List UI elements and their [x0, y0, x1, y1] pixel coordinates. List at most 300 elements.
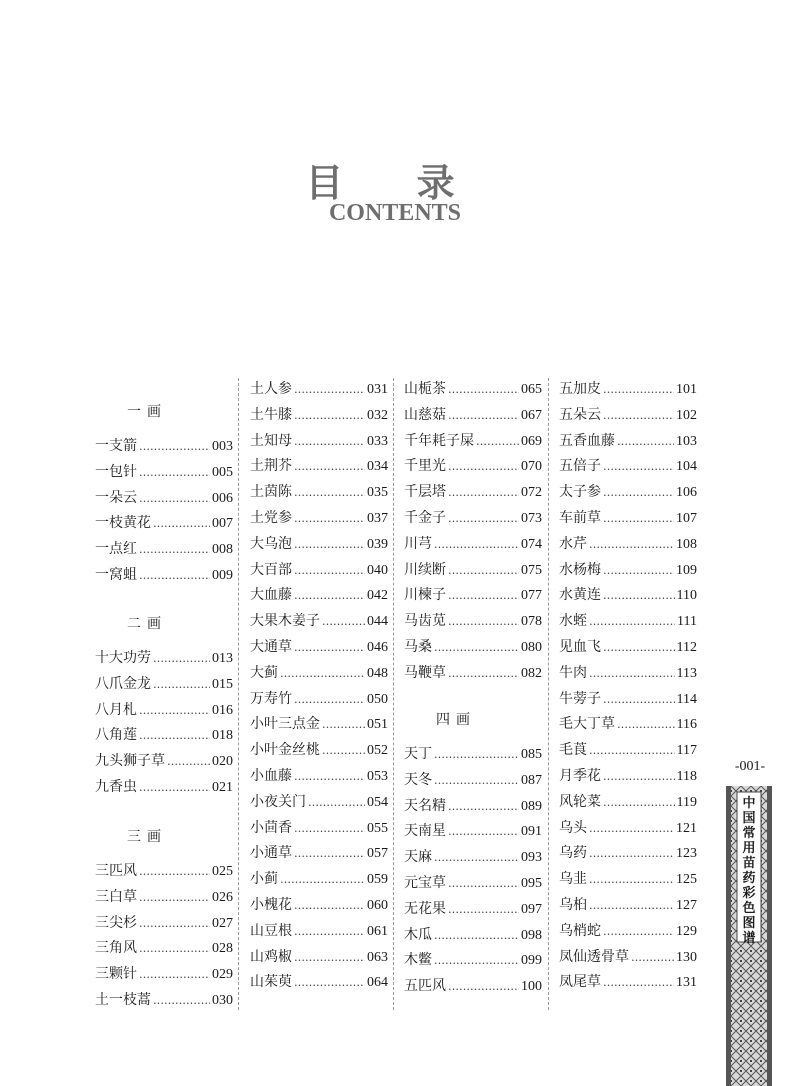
- toc-entry[interactable]: [404, 558, 542, 582]
- entry-page-number: 016: [212, 702, 233, 718]
- leader-dots: [603, 970, 674, 995]
- toc-entry[interactable]: [559, 429, 697, 453]
- leader-dots: [448, 506, 519, 531]
- entry-page-number: 112: [676, 640, 697, 655]
- toc-entry[interactable]: [404, 768, 542, 792]
- toc-entry[interactable]: [95, 775, 233, 799]
- entry-name: 元宝草: [404, 875, 446, 891]
- entry-page-number: 091: [521, 824, 542, 840]
- toc-entry[interactable]: [559, 790, 697, 814]
- entry-name: 一支箭: [95, 438, 137, 454]
- toc-entry[interactable]: [559, 403, 697, 427]
- entry-page-number: 055: [367, 820, 388, 836]
- entry-page-number: 009: [212, 568, 233, 583]
- entry-page-number: 073: [521, 511, 542, 526]
- entry-name: 天南星: [404, 823, 446, 840]
- toc-entry[interactable]: [250, 454, 388, 478]
- entry-name: 天丁: [404, 746, 432, 762]
- entry-page-number: 078: [521, 614, 542, 630]
- leader-dots: [139, 723, 210, 748]
- entry-name: 千里光: [404, 458, 446, 475]
- entry-page-number: 026: [212, 889, 233, 905]
- entry-name: 八爪金龙: [95, 675, 151, 692]
- toc-entry[interactable]: [250, 506, 388, 530]
- toc-entry[interactable]: [404, 923, 542, 947]
- entry-page-number: 082: [521, 665, 542, 681]
- leader-dots: [294, 945, 365, 970]
- toc-entry[interactable]: [95, 723, 233, 747]
- leader-dots: [153, 988, 210, 1013]
- toc-entry[interactable]: [95, 460, 233, 484]
- leader-dots: [448, 819, 519, 844]
- toc-entry[interactable]: [559, 609, 697, 633]
- toc-entry[interactable]: [404, 635, 542, 659]
- leader-dots: [322, 609, 365, 634]
- toc-entry[interactable]: [250, 970, 388, 994]
- entry-name: 五匹风: [404, 978, 446, 995]
- entry-name: 土知母: [250, 432, 292, 449]
- leader-dots: [603, 480, 674, 505]
- toc-entry[interactable]: [404, 871, 542, 895]
- entry-name: 八月札: [95, 701, 137, 718]
- entry-page-number: 111: [677, 614, 697, 630]
- toc-entry[interactable]: [250, 919, 388, 943]
- leader-dots: [322, 712, 365, 737]
- toc-entry[interactable]: [250, 687, 388, 711]
- entry-page-number: 085: [521, 747, 542, 762]
- leader-dots: [139, 698, 210, 723]
- entry-name: 凤尾草: [559, 974, 601, 991]
- toc-entry[interactable]: [95, 537, 233, 561]
- leader-dots: [617, 429, 674, 454]
- leader-dots: [139, 885, 210, 910]
- leader-dots: [294, 583, 365, 608]
- entry-name: 山豆根: [250, 922, 292, 939]
- entry-name: 万寿竹: [250, 690, 292, 707]
- entry-name: 木瓜: [404, 926, 432, 943]
- entry-page-number: 052: [367, 743, 388, 759]
- leader-dots: [308, 790, 365, 815]
- toc-entry[interactable]: [559, 454, 697, 478]
- entry-page-number: 044: [367, 614, 388, 630]
- leader-dots: [448, 897, 519, 922]
- leader-dots: [139, 486, 210, 511]
- entry-page-number: 034: [367, 459, 388, 475]
- toc-entry[interactable]: [559, 712, 697, 736]
- side-book-title: 中 国 常 用 苗 药 彩 色 图 谱: [742, 796, 756, 946]
- entry-page-number: 123: [676, 846, 697, 862]
- entry-page-number: 020: [212, 754, 233, 770]
- entry-name: 川芎: [404, 535, 432, 552]
- entry-name: 十大功劳: [95, 650, 151, 666]
- leader-dots: [139, 775, 210, 800]
- entry-name: 乌头: [559, 819, 587, 836]
- entry-page-number: 025: [212, 864, 233, 879]
- toc-entry[interactable]: [559, 687, 697, 711]
- entry-page-number: 021: [212, 780, 233, 795]
- entry-name: 水芹: [559, 535, 587, 552]
- leader-dots: [294, 687, 365, 712]
- entry-name: 水黄连: [559, 587, 601, 604]
- entry-name: 月季花: [559, 768, 601, 784]
- leader-dots: [139, 460, 210, 485]
- leader-dots: [434, 948, 519, 973]
- toc-entry[interactable]: [404, 819, 542, 843]
- toc-entry[interactable]: [250, 635, 388, 659]
- entry-page-number: 130: [676, 949, 697, 965]
- leader-dots: [294, 403, 365, 428]
- leader-dots: [139, 434, 210, 459]
- toc-entry[interactable]: [250, 661, 388, 685]
- toc-entry[interactable]: [404, 532, 542, 556]
- entry-page-number: 117: [676, 743, 697, 759]
- leader-dots: [294, 919, 365, 944]
- entry-name: 木鳖: [404, 952, 432, 969]
- toc-entry[interactable]: [559, 945, 697, 969]
- entry-name: 水杨梅: [559, 561, 601, 578]
- leader-dots: [294, 841, 365, 866]
- toc-entry[interactable]: [404, 742, 542, 766]
- entry-name: 一点红: [95, 541, 137, 558]
- entry-name: 五倍子: [559, 458, 601, 475]
- entry-page-number: 097: [521, 901, 542, 917]
- toc-entry[interactable]: [95, 563, 233, 587]
- leader-dots: [294, 764, 365, 789]
- leader-dots: [139, 537, 210, 562]
- leader-dots: [603, 454, 674, 479]
- entry-name: 天麻: [404, 849, 432, 866]
- page-number: -001-: [734, 759, 766, 774]
- toc-entry[interactable]: [559, 738, 697, 762]
- toc-entry[interactable]: [95, 885, 233, 909]
- entry-page-number: 035: [367, 485, 388, 501]
- entry-page-number: 106: [676, 485, 697, 501]
- leader-dots: [294, 635, 365, 660]
- toc-entry[interactable]: [95, 988, 233, 1012]
- entry-page-number: 118: [676, 769, 697, 784]
- entry-page-number: 033: [367, 433, 388, 449]
- entry-page-number: 107: [676, 511, 697, 526]
- leader-dots: [139, 859, 210, 884]
- entry-page-number: 089: [521, 798, 542, 814]
- entry-page-number: 072: [521, 485, 542, 501]
- leader-dots: [153, 672, 210, 697]
- toc-entry[interactable]: [95, 936, 233, 960]
- leader-dots: [294, 816, 365, 841]
- toc-entry[interactable]: [250, 403, 388, 427]
- toc-entry[interactable]: [250, 764, 388, 788]
- toc-entry[interactable]: [559, 558, 697, 582]
- toc-entry[interactable]: [250, 583, 388, 607]
- entry-page-number: 104: [676, 459, 697, 475]
- toc-entry[interactable]: [95, 859, 233, 883]
- leader-dots: [139, 563, 210, 588]
- entry-name: 天名精: [404, 797, 446, 814]
- toc-entry[interactable]: [404, 897, 542, 921]
- entry-name: 五香血藤: [559, 432, 615, 449]
- entry-name: 八角莲: [95, 727, 137, 744]
- entry-page-number: 131: [676, 975, 697, 991]
- stroke-count-heading: 三画: [127, 829, 167, 845]
- leader-dots: [589, 532, 674, 557]
- leader-dots: [603, 506, 674, 531]
- entry-page-number: 046: [367, 640, 388, 655]
- leader-dots: [448, 403, 519, 428]
- leader-dots: [589, 816, 674, 841]
- toc-entry[interactable]: [95, 698, 233, 722]
- toc-entry[interactable]: [404, 974, 542, 998]
- entry-page-number: 095: [521, 876, 542, 891]
- leader-dots: [603, 635, 675, 660]
- leader-dots: [448, 583, 519, 608]
- leader-dots: [280, 661, 365, 686]
- entry-page-number: 059: [367, 872, 388, 888]
- toc-entry[interactable]: [404, 948, 542, 972]
- toc-entry[interactable]: [559, 506, 697, 530]
- leader-dots: [448, 480, 519, 505]
- column-divider: [548, 378, 549, 1010]
- leader-dots: [167, 749, 210, 774]
- column-divider: [238, 378, 239, 1010]
- toc-entry[interactable]: [404, 429, 542, 453]
- leader-dots: [139, 962, 210, 987]
- stroke-count-heading: 四画: [436, 712, 476, 728]
- toc-entry[interactable]: [559, 583, 697, 607]
- leader-dots: [603, 687, 675, 712]
- entry-page-number: 054: [367, 794, 388, 810]
- entry-page-number: 087: [521, 772, 542, 788]
- leader-dots: [448, 661, 519, 686]
- toc-entry[interactable]: [559, 841, 697, 865]
- leader-dots: [448, 454, 519, 479]
- leader-dots: [153, 646, 210, 671]
- toc-entry[interactable]: [404, 845, 542, 869]
- entry-page-number: 113: [676, 665, 697, 681]
- entry-name: 马鞭草: [404, 664, 446, 681]
- toc-entry[interactable]: [250, 738, 388, 762]
- toc-entry[interactable]: [404, 480, 542, 504]
- entry-page-number: 108: [676, 536, 697, 552]
- entry-name: 小茴香: [250, 819, 292, 836]
- leader-dots: [434, 635, 519, 660]
- entry-name: 三颗针: [95, 966, 137, 983]
- entry-name: 三白草: [95, 888, 137, 905]
- entry-name: 土人参: [250, 381, 292, 397]
- toc-entry[interactable]: [250, 558, 388, 582]
- entry-page-number: 080: [521, 640, 542, 655]
- leader-dots: [434, 923, 519, 948]
- entry-page-number: 032: [367, 407, 388, 423]
- entry-page-number: 063: [367, 949, 388, 965]
- entry-name: 千年耗子屎: [404, 432, 474, 449]
- entry-name: 山栀茶: [404, 381, 446, 397]
- leader-dots: [603, 403, 674, 428]
- leader-dots: [294, 970, 365, 995]
- leader-dots: [322, 738, 365, 763]
- entry-page-number: 030: [212, 993, 233, 1008]
- entry-name: 九香虫: [95, 779, 137, 795]
- entry-page-number: 127: [676, 898, 697, 913]
- leader-dots: [589, 867, 674, 892]
- entry-name: 小血藤: [250, 768, 292, 784]
- toc-entry[interactable]: [559, 816, 697, 840]
- entry-page-number: 051: [367, 717, 388, 733]
- entry-name: 三尖杉: [95, 914, 137, 931]
- entry-name: 千层塔: [404, 484, 446, 501]
- entry-page-number: 064: [367, 975, 388, 991]
- entry-name: 一窝蛆: [95, 567, 137, 583]
- entry-page-number: 057: [367, 846, 388, 862]
- entry-page-number: 077: [521, 588, 542, 604]
- entry-name: 小叶金丝桃: [250, 742, 320, 759]
- toc-entry[interactable]: [250, 609, 388, 633]
- toc-entry[interactable]: [250, 893, 388, 917]
- entry-page-number: 008: [212, 542, 233, 558]
- entry-name: 乌梢蛇: [559, 922, 601, 939]
- toc-entry[interactable]: [95, 672, 233, 696]
- entry-name: 三匹风: [95, 863, 137, 879]
- leader-dots: [603, 790, 675, 815]
- entry-name: 山茱萸: [250, 974, 292, 991]
- entry-name: 土茵陈: [250, 484, 292, 501]
- entry-name: 毛莨: [559, 742, 587, 759]
- entry-page-number: 100: [521, 979, 542, 995]
- toc-entry[interactable]: [404, 794, 542, 818]
- leader-dots: [603, 919, 674, 944]
- entry-page-number: 060: [367, 898, 388, 913]
- entry-page-number: 053: [367, 769, 388, 784]
- leader-dots: [294, 893, 365, 918]
- leader-dots: [139, 911, 210, 936]
- entry-name: 毛大丁草: [559, 716, 615, 733]
- toc-entry[interactable]: [404, 454, 542, 478]
- entry-name: 山慈菇: [404, 406, 446, 423]
- leader-dots: [476, 429, 519, 454]
- entry-page-number: 013: [212, 651, 233, 666]
- toc-entry[interactable]: [250, 945, 388, 969]
- toc-entry[interactable]: [559, 893, 697, 917]
- entry-name: 九头狮子草: [95, 753, 165, 770]
- entry-name: 小蓟: [250, 871, 278, 888]
- toc-entry[interactable]: [559, 919, 697, 943]
- toc-entry[interactable]: [95, 911, 233, 935]
- leader-dots: [448, 871, 519, 896]
- entry-name: 土荆芥: [250, 458, 292, 475]
- entry-name: 小通草: [250, 845, 292, 862]
- entry-page-number: 093: [521, 850, 542, 866]
- entry-page-number: 061: [367, 923, 388, 939]
- toc-entry[interactable]: [95, 434, 233, 458]
- leader-dots: [589, 893, 674, 918]
- entry-page-number: 074: [521, 536, 542, 552]
- entry-page-number: 098: [521, 927, 542, 943]
- toc-entry[interactable]: [559, 867, 697, 891]
- entry-name: 大果木姜子: [250, 613, 320, 630]
- entry-name: 大蓟: [250, 664, 278, 681]
- entry-name: 小叶三点金: [250, 716, 320, 733]
- toc-entry[interactable]: [250, 790, 388, 814]
- entry-page-number: 119: [676, 794, 697, 810]
- entry-page-number: 069: [521, 433, 542, 449]
- entry-page-number: 037: [367, 511, 388, 526]
- entry-page-number: 114: [676, 691, 697, 707]
- entry-page-number: 003: [212, 439, 233, 454]
- leader-dots: [603, 377, 674, 402]
- toc-entry[interactable]: [404, 661, 542, 685]
- leader-dots: [294, 558, 365, 583]
- toc-entry[interactable]: [250, 532, 388, 556]
- toc-entry[interactable]: [559, 970, 697, 994]
- toc-entry[interactable]: [404, 583, 542, 607]
- toc-entry[interactable]: [95, 749, 233, 773]
- toc-entry[interactable]: [95, 962, 233, 986]
- leader-dots: [434, 845, 519, 870]
- entry-page-number: 102: [676, 407, 697, 423]
- leader-dots: [448, 794, 519, 819]
- toc-entry[interactable]: [559, 532, 697, 556]
- entry-page-number: 129: [676, 923, 697, 939]
- entry-name: 川楝子: [404, 587, 446, 604]
- page-subtitle: CONTENTS: [328, 200, 462, 226]
- leader-dots: [589, 841, 674, 866]
- toc-entry[interactable]: [250, 480, 388, 504]
- toc-entry[interactable]: [95, 486, 233, 510]
- leader-dots: [448, 558, 519, 583]
- entry-name: 土党参: [250, 510, 292, 526]
- entry-name: 天冬: [404, 771, 432, 788]
- entry-page-number: 028: [212, 941, 233, 957]
- toc-entry[interactable]: [250, 867, 388, 891]
- toc-entry[interactable]: [250, 712, 388, 736]
- toc-entry[interactable]: [404, 377, 542, 401]
- toc-entry[interactable]: [95, 646, 233, 670]
- leader-dots: [434, 768, 519, 793]
- toc-entry[interactable]: [95, 511, 233, 535]
- entry-page-number: 040: [367, 562, 388, 578]
- leader-dots: [603, 583, 675, 608]
- entry-page-number: 110: [676, 588, 697, 604]
- toc-entry[interactable]: [404, 403, 542, 427]
- leader-dots: [434, 742, 519, 767]
- toc-entry[interactable]: [250, 429, 388, 453]
- toc-entry[interactable]: [250, 377, 388, 401]
- entry-name: 土牛膝: [250, 406, 292, 423]
- entry-name: 一包针: [95, 463, 137, 480]
- entry-page-number: 065: [521, 382, 542, 397]
- toc-entry[interactable]: [404, 506, 542, 530]
- entry-page-number: 050: [367, 691, 388, 707]
- leader-dots: [631, 945, 674, 970]
- toc-entry[interactable]: [250, 816, 388, 840]
- entry-name: 大乌泡: [250, 535, 292, 552]
- entry-name: 无花果: [404, 900, 446, 917]
- toc-entry[interactable]: [559, 635, 697, 659]
- toc-entry[interactable]: [559, 377, 697, 401]
- entry-name: 马桑: [404, 639, 432, 655]
- toc-entry[interactable]: [404, 609, 542, 633]
- leader-dots: [448, 377, 519, 402]
- toc-entry[interactable]: [559, 764, 697, 788]
- toc-entry[interactable]: [559, 661, 697, 685]
- entry-name: 一枝黄花: [95, 515, 151, 532]
- entry-name: 大百部: [250, 561, 292, 578]
- leader-dots: [280, 867, 365, 892]
- entry-name: 千金子: [404, 510, 446, 526]
- toc-entry[interactable]: [559, 480, 697, 504]
- toc-entry[interactable]: [250, 841, 388, 865]
- entry-name: 五加皮: [559, 381, 601, 397]
- leader-dots: [448, 609, 519, 634]
